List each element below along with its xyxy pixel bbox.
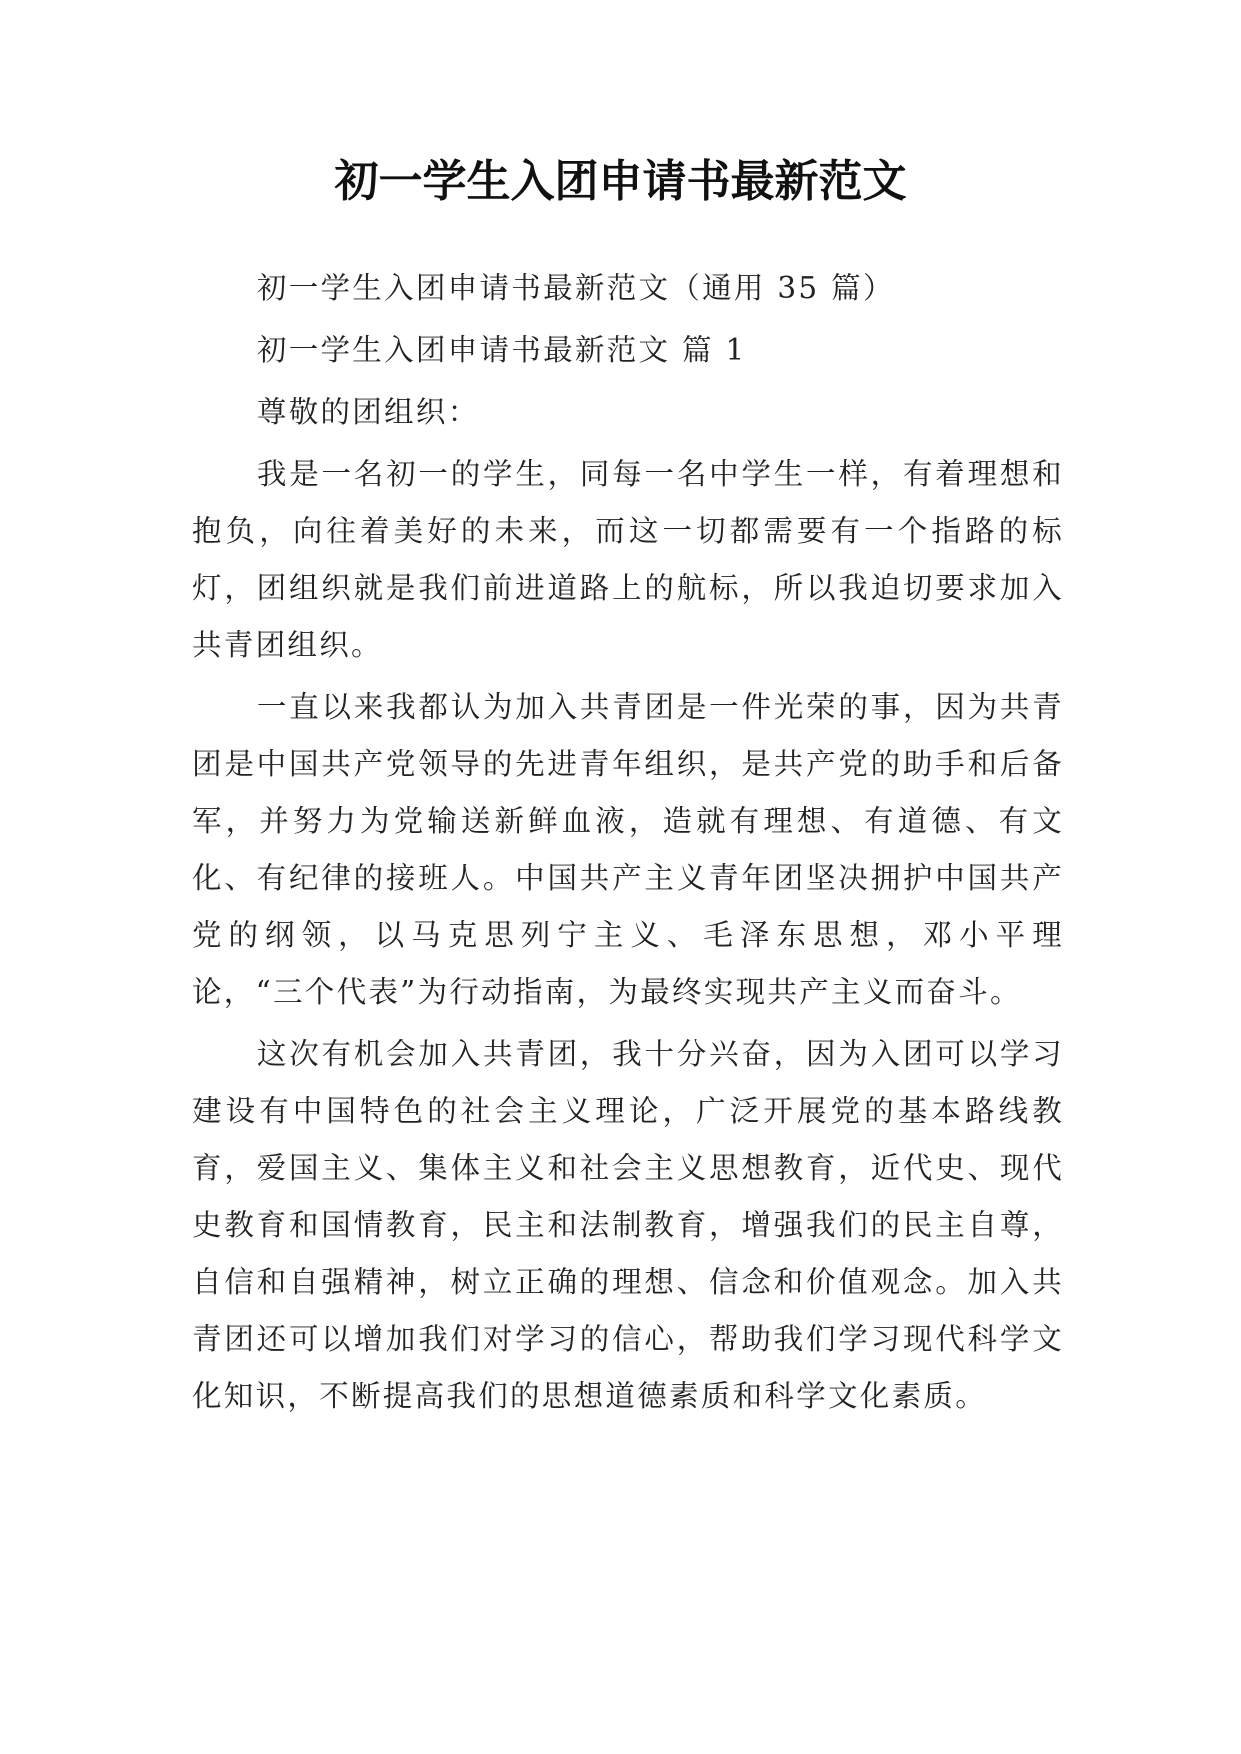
- salutation-paragraph: 尊敬的团组织：: [256, 395, 480, 429]
- body-paragraph: 我是一名初一的学生，同每一名中学生一样，有着理想和抱负，向往着美好的未来，而这一切都需要有一个指路的标灯，团组织就是我们前进道路上的航标，所以我迫切要求加入共青团组织。: [192, 457, 1064, 662]
- document-title: 初一学生入团申请书最新范文: [334, 156, 907, 207]
- section-heading-paragraph: 初一学生入团申请书最新范文 篇 1: [256, 333, 747, 367]
- document-body: [192, 260, 1064, 1430]
- body-paragraph: 这次有机会加入共青团，我十分兴奋，因为入团可以学习建设有中国特色的社会主义理论，广泛开展党的基本路线教育，爱国主义、集体主义和社会主义思想教育，近代史、现代史教育和国情教育，民主和法制教育，增强我们的民主自尊，自信和自强精神，树立正确的理想、信念和价值观念。加入共青团还可以增加我们对学习的信心，帮助我们学习现代科学文化知识，不断提高我们的思想道德素质和科学文化素质。: [192, 1037, 1064, 1413]
- body-paragraph: 一直以来我都认为加入共青团是一件光荣的事，因为共青团是中国共产党领导的先进青年组织，是共产党的助手和后备军，并努力为党输送新鲜血液，造就有理想、有道德、有文化、有纪律的接班人。中国共产主义青年团坚决拥护中国共产党的纲领，以马克思列宁主义、毛泽东思想，邓小平理论，“三个代表”为行动指南，为最终实现共产主义而奋斗。: [192, 690, 1064, 1009]
- subtitle-paragraph: 初一学生入团申请书最新范文（通用 35 篇）: [256, 271, 895, 305]
